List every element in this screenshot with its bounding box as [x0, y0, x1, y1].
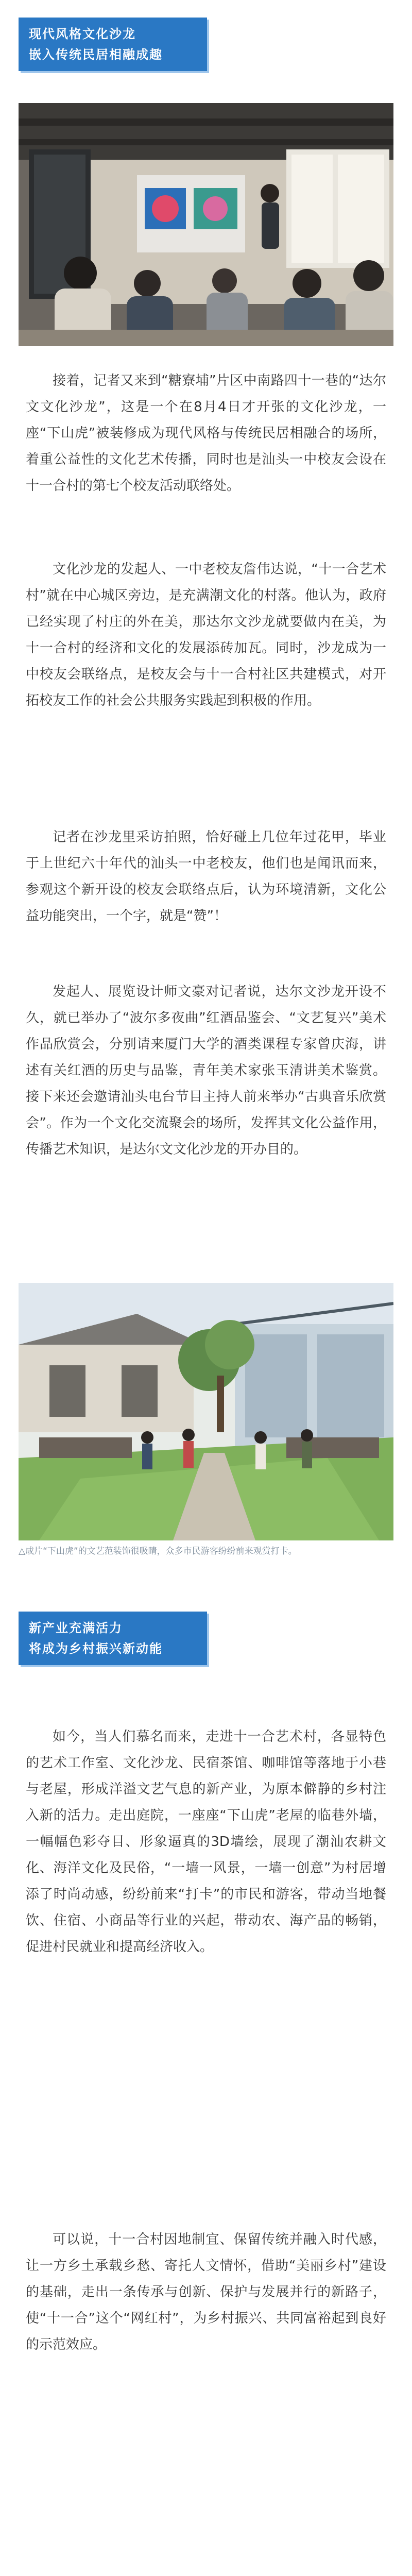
section-heading-2-line1: 新产业充满活力	[29, 1621, 123, 1635]
paragraph-6: 可以说，十一合村因地制宜、保留传统并融入时代感，让一方乡土承载乡愁、寄托人文情怀，借助“美丽乡村”建设的基础，走出一条传承与创新、保护与发展并行的新路子，使“十一合”这个“网红村”，为乡村振兴、共同富裕起到良好的示范效应。	[26, 2232, 386, 2352]
section-heading-2-line2: 将成为乡村振兴新动能	[29, 1641, 163, 1656]
salon-interior-photo	[19, 103, 393, 346]
section-heading-1-line2: 嵌入传统民居相融成趣	[29, 47, 163, 62]
section-heading-2	[19, 1612, 207, 1665]
section-heading-1-line1: 现代风格文化沙龙	[29, 27, 136, 41]
paragraph-1: 接着，记者又来到“糖寮埔”片区中南路四十一巷的“达尔文文化沙龙”，这是一个在8月4日才开张的文化沙龙，一座“下山虎”被装修成为现代风格与传统民居相融合的场所，着重公益性的文化艺术传播，同时也是汕头一中校友会设在十一合村的第七个校友活动联络处。	[26, 373, 386, 494]
photo-caption: △成片“下山虎”的文艺范装饰很吸睛，众多市民游客纷纷前来观赏打卡。	[19, 1546, 297, 1556]
paragraph-4: 发起人、展览设计师文豪对记者说，达尔文沙龙开设不久，就已举办了“波尔多夜曲”红酒品鉴会、“文艺复兴”美术作品欣赏会，分别请来厦门大学的酒类课程专家曾庆海，讲述有关红酒的历史与品鉴，青年美术家张玉清讲美术鉴赏。接下来还会邀请汕头电台节目主持人前来举办“古典音乐欣赏会”。作为一个文化交流聚会的场所，发挥其文化公益作用，传播艺术知识，是达尔文文化沙龙的开办目的。	[26, 984, 386, 1157]
paragraph-5: 如今，当人们慕名而来，走进十一合艺术村，各显特色的艺术工作室、文化沙龙、民宿茶馆、咖啡馆等落地于小巷与老屋，形成洋溢文艺气息的新产业，为原本僻静的乡村注入新的活力。走出庭院，一座座“下山虎”老屋的临巷外墙，一幅幅色彩夺目、形象逼真的3D墙绘，展现了潮汕农耕文化、海洋文化及民俗，“一墙一风景，一墙一创意”为村居增添了时尚动感，纷纷前来“打卡”的市民和游客，带动当地餐饮、住宿、小商品等行业的兴起，带动农、海产品的畅销，促进村民就业和提高经济收入。	[26, 1729, 386, 1955]
courtyard-photo	[19, 1283, 393, 1540]
paragraph-3: 记者在沙龙里采访拍照，恰好碰上几位年过花甲，毕业于上世纪六十年代的汕头一中老校友，他们也是闻讯而来，参观这个新开设的校友会联络点后，认为环境清新，文化公益功能突出，一个字，就是“赞”！	[26, 829, 386, 924]
salon-interior-illustration	[19, 103, 393, 346]
courtyard-illustration	[19, 1283, 393, 1540]
paragraph-2: 文化沙龙的发起人、一中老校友詹伟达说，“十一合艺术村”就在中心城区旁边，是充满潮文化的村落。他认为，政府已经实现了村庄的外在美，那达尔文沙龙就要做内在美，为十一合村的经济和文化的发展添砖加瓦。同时，沙龙成为一中校友会联络点，是校友会与十一合村社区共建模式，对开拓校友工作的社会公共服务实践起到积极的作用。	[26, 562, 386, 708]
section-heading-1	[19, 18, 207, 71]
